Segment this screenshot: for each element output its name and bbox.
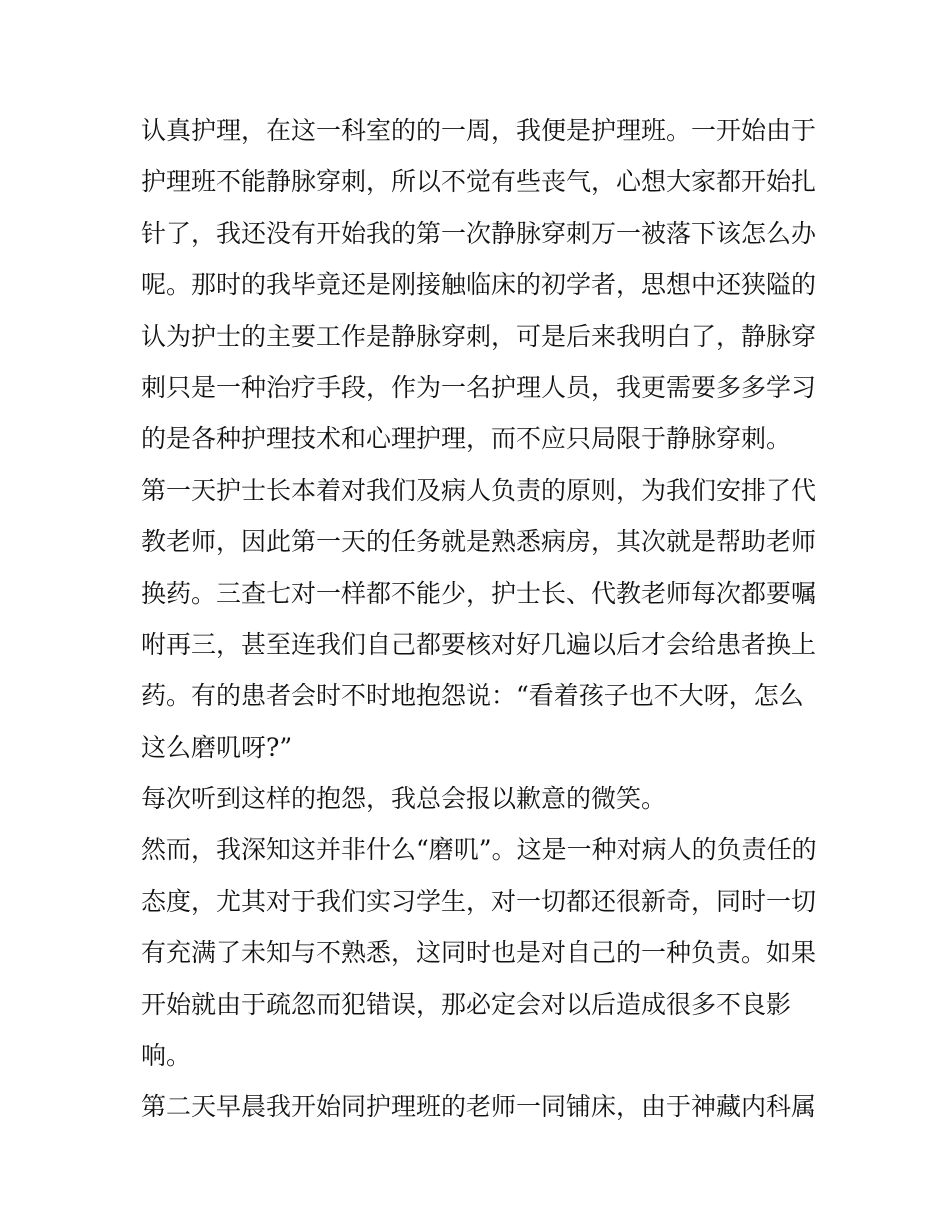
text-line: 咐再三，甚至连我们自己都要核对好几遍以后才会给患者换上 bbox=[141, 629, 817, 659]
text-line: 针了，我还没有开始我的第一次静脉穿刺万一被落下该怎么办 bbox=[141, 218, 817, 248]
text-line: 然而，我深知这并非什么“磨叽”。这是一种对病人的负责任的 bbox=[141, 835, 817, 865]
text-line: 认为护士的主要工作是静脉穿刺，可是后来我明白了，静脉穿 bbox=[141, 321, 817, 351]
text-line: 的是各种护理技术和心理护理，而不应只局限于静脉穿刺。 bbox=[141, 424, 792, 454]
text-line: 换药。三查七对一样都不能少，护士长、代教老师每次都要嘱 bbox=[141, 578, 817, 608]
text-line: 第一天护士长本着对我们及病人负责的原则，为我们安排了代 bbox=[141, 475, 817, 505]
text-line: 态度，尤其对于我们实习学生，对一切都还很新奇，同时一切 bbox=[141, 886, 817, 916]
body-text bbox=[141, 105, 821, 1133]
text-line: 刺只是一种治疗手段，作为一名护理人员，我更需要多多学习 bbox=[141, 372, 817, 402]
text-line: 开始就由于疏忽而犯错误，那必定会对以后造成很多不良影 bbox=[141, 989, 792, 1019]
text-line: 护理班不能静脉穿刺，所以不觉有些丧气，心想大家都开始扎 bbox=[141, 167, 817, 197]
text-line: 有充满了未知与不熟悉，这同时也是对自己的一种负责。如果 bbox=[141, 938, 817, 968]
text-line: 药。有的患者会时不时地抱怨说：“看着孩子也不大呀，怎么 bbox=[141, 681, 804, 711]
text-line: 呢。那时的我毕竟还是刚接触临床的初学者，思想中还狭隘的 bbox=[141, 270, 817, 300]
text-line: 教老师，因此第一天的任务就是熟悉病房，其次就是帮助老师 bbox=[141, 527, 817, 557]
text-line: 认真护理，在这一科室的的一周，我便是护理班。一开始由于 bbox=[141, 116, 817, 145]
text-line: 这么磨叽呀?” bbox=[141, 732, 293, 762]
text-line: 每次听到这样的抱怨，我总会报以歉意的微笑。 bbox=[141, 784, 667, 814]
text-line: 响。 bbox=[141, 1041, 192, 1071]
text-line: 第二天早晨我开始同护理班的老师一同铺床，由于神藏内科属 bbox=[141, 1092, 817, 1122]
